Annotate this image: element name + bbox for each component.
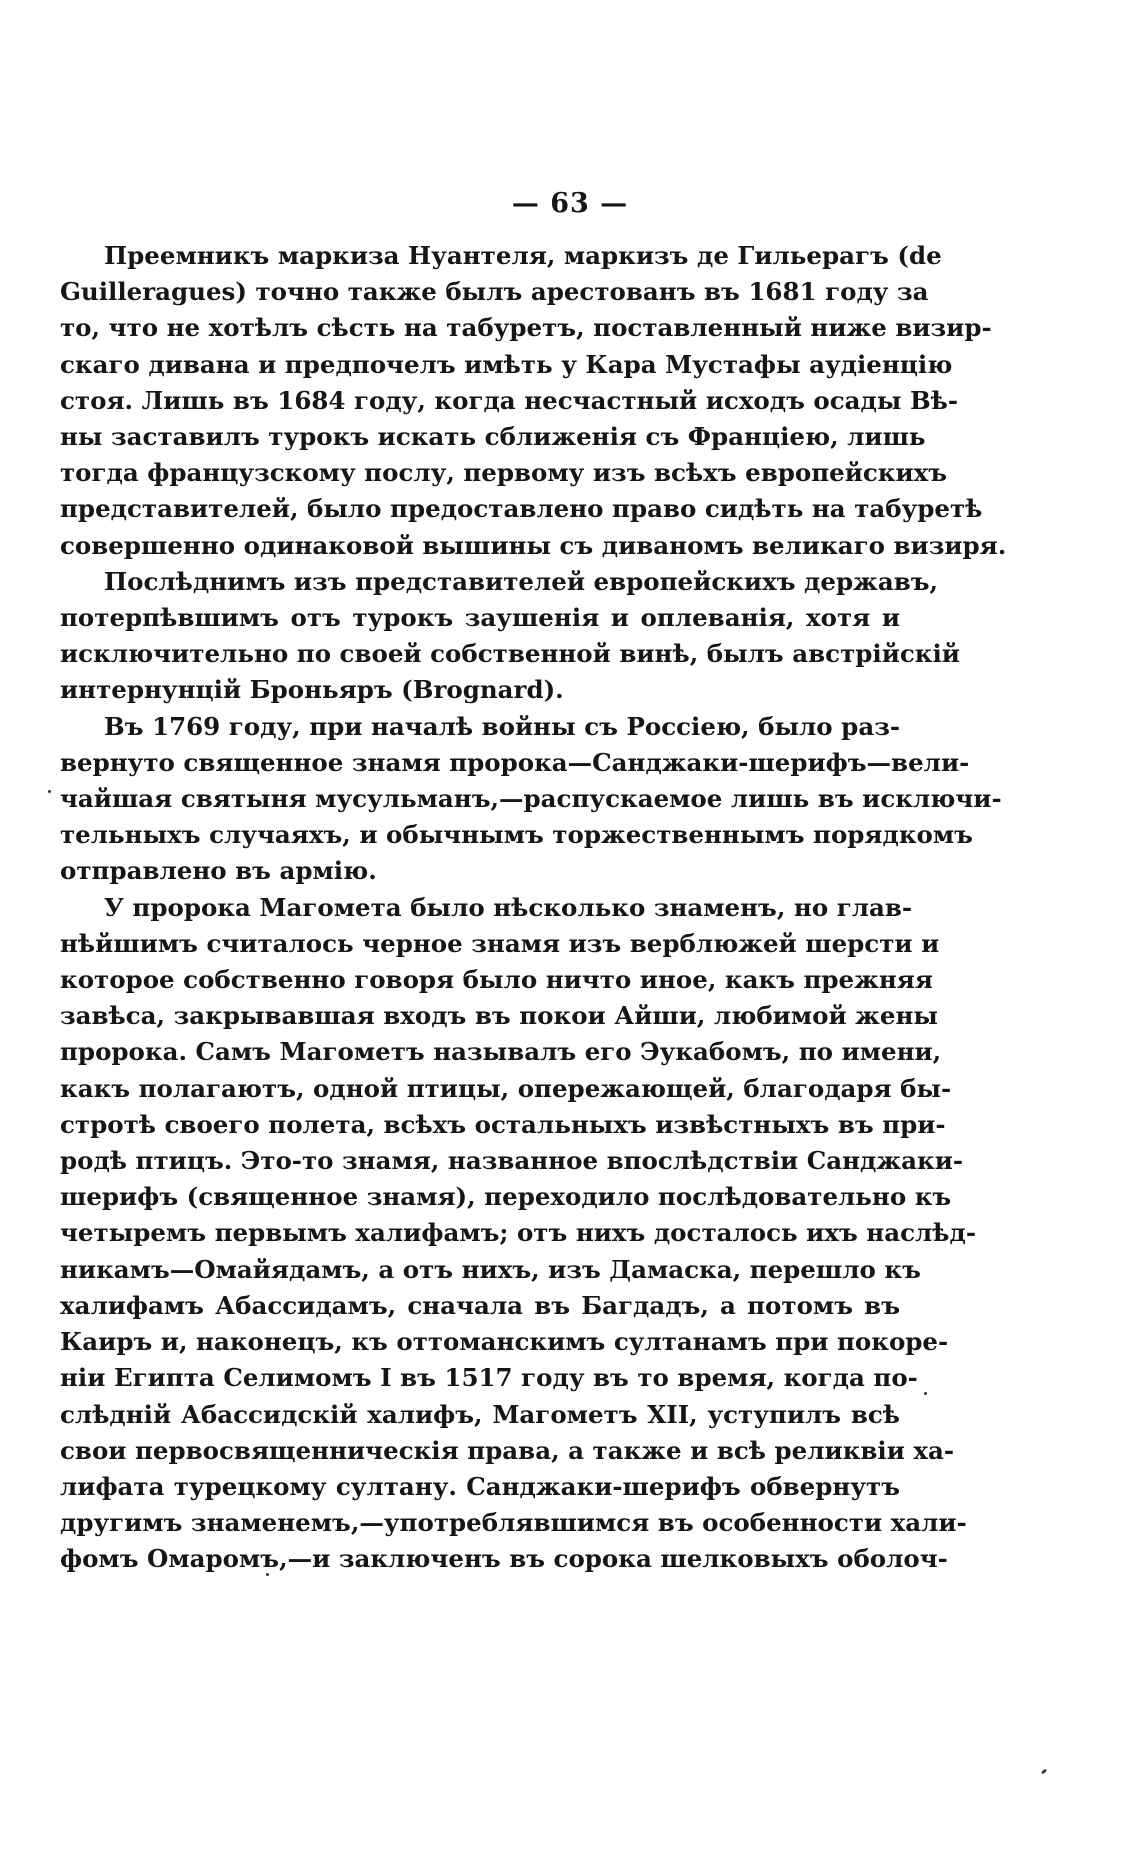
scan-speck [48, 790, 51, 793]
scan-speck [1041, 1768, 1048, 1774]
text-line: представителей, было предоставлено право сидѣть на табуретѣ [60, 494, 983, 524]
text-line: пророка. Самъ Магометъ называлъ его Эукабомъ, по имени, [60, 1037, 942, 1067]
text-line: которое собственно говоря было ничто иное, какъ прежняя [60, 965, 934, 995]
text-line: вернуто священное знамя пророка—Санджаки-шерифъ—вели- [60, 747, 970, 777]
text-line: завѣса, закрывавшая входъ въ покои Айши, любимой жены [60, 1001, 938, 1031]
text-line: Преемникъ маркиза Нуантеля, маркизъ де Гильерагъ (de [104, 241, 942, 270]
text-line: Въ 1769 году, при началѣ войны съ Россіею, было раз- [104, 711, 900, 741]
text-line: шерифъ (священное знамя), переходило послѣдовательно къ [60, 1182, 952, 1212]
text-line: никамъ—Омайядамъ, а отъ нихъ, изъ Дамаска, перешло къ [60, 1254, 921, 1284]
text-line: Каиръ и, наконецъ, къ оттоманскимъ султанамъ при покоре- [60, 1327, 949, 1357]
text-line: отправлено въ армію. [60, 856, 377, 886]
text-line: исключительно по своей собственной винѣ, былъ австрійскій [60, 639, 960, 669]
text-line: тогда французскому послу, первому изъ всѣхъ европейскихъ [60, 458, 948, 488]
body-text [60, 238, 1007, 1578]
paragraph-1 [60, 238, 1007, 564]
text-line: ны заставилъ турокъ искать сближенія съ Франціею, лишь [60, 422, 926, 452]
paragraph-3 [60, 709, 1002, 890]
text-line: потерпѣвшимъ отъ турокъ заушенія и оплеванія, хотя и [60, 603, 900, 633]
text-line: ніи Египта Селимомъ I въ 1517 году въ то время, когда по- [60, 1363, 918, 1393]
text-line: какъ полагаютъ, одной птицы, опережающей, благодаря бы- [60, 1073, 952, 1103]
text-line: лифата турецкому султану. Санджаки-шерифъ обвернутъ [60, 1471, 900, 1501]
text-line: стоя. Лишь въ 1684 году, когда несчастный исходъ осады Вѣ- [60, 385, 959, 415]
text-line: совершенно одинаковой вышины съ диваномъ великаго визиря. [60, 530, 1007, 560]
text-line: четыремъ первымъ халифамъ; отъ нихъ досталось ихъ наслѣд- [60, 1218, 977, 1248]
paragraph-4 [60, 890, 977, 1578]
text-line: скаго дивана и предпочелъ имѣть у Кара Мустафы аудіенцію [60, 349, 953, 379]
text-line: родѣ птицъ. Это-то знамя, названное впослѣдствіи Санджаки- [60, 1146, 964, 1176]
text-line: стротѣ своего полета, всѣхъ остальныхъ извѣстныхъ въ при- [60, 1109, 946, 1139]
text-line: фомъ Омаромъ,—и заключенъ въ сорока шелковыхъ оболоч- [60, 1544, 948, 1574]
text-line: другимъ знаменемъ,—употреблявшимся въ особенности хали- [60, 1508, 967, 1538]
text-line: нѣйшимъ считалось черное знамя изъ верблюжей шерсти и [60, 928, 940, 958]
paragraph-2 [60, 564, 960, 709]
scan-speck [924, 1392, 927, 1395]
text-line: слѣдній Абассидскій халифъ, Магометъ XII, уступилъ всѣ [60, 1399, 900, 1429]
text-line: У пророка Магомета было нѣсколько знаменъ, но глав- [104, 892, 913, 922]
text-line: Послѣднимъ изъ представителей европейскихъ державъ, [104, 566, 939, 596]
text-line: тельныхъ случаяхъ, и обычнымъ торжественнымъ порядкомъ [60, 820, 973, 850]
scan-speck [266, 1573, 269, 1576]
text-line: интернунцій Броньяръ (Brognard). [60, 675, 564, 705]
page-number: — 63 — [511, 188, 629, 219]
text-line: халифамъ Абассидамъ, сначала въ Багдадъ, а потомъ въ [60, 1290, 900, 1320]
text-line: Guilleragues) точно также былъ арестованъ въ 1681 году за [60, 277, 929, 307]
text-line: чайшая святыня мусульманъ,—распускаемое лишь въ исключи- [60, 784, 1002, 814]
text-line: свои первосвященническія права, а также и всѣ реликвіи ха- [60, 1435, 955, 1465]
text-line: то, что не хотѣлъ сѣсть на табуретъ, поставленный ниже визир- [60, 313, 992, 343]
